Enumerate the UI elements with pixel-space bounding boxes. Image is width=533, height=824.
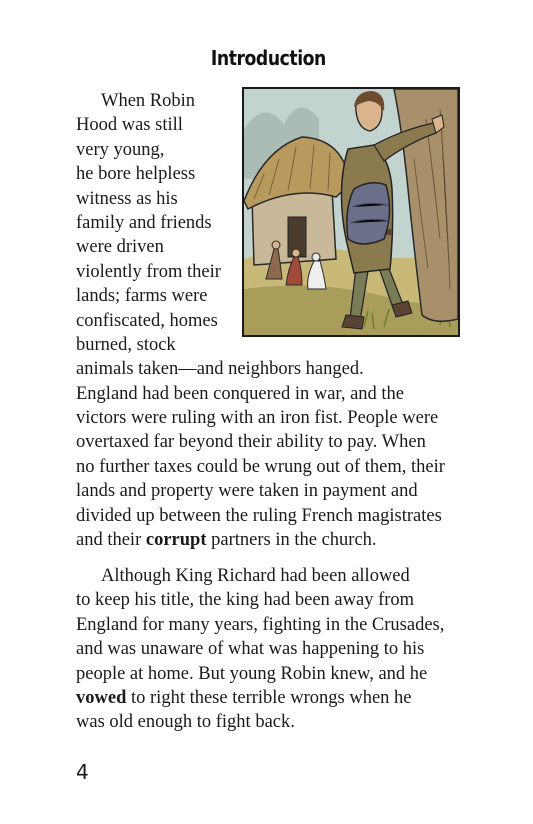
paragraph-1 xyxy=(76,89,468,552)
bold-word-vowed: vowed xyxy=(76,687,127,708)
text-line: victors were ruling with an iron fist. People were xyxy=(76,408,439,429)
text-line: very young, xyxy=(76,139,165,160)
text-line: Hood was still xyxy=(76,115,183,136)
text-line: lands; farms were xyxy=(76,286,208,307)
text-line: England for many years, fighting in the Crusades, xyxy=(76,614,445,635)
text-line: animals taken—and neighbors hanged. xyxy=(76,359,364,380)
text-line: divided up between the ruling French magistrates xyxy=(76,505,442,526)
text-line: lands and property were taken in payment and xyxy=(76,481,418,502)
text-line: family and friends xyxy=(76,212,212,233)
text-line: was old enough to fight back. xyxy=(76,712,295,733)
text-line: Although King Richard had been allowed xyxy=(101,566,410,586)
text-line-with-bold xyxy=(76,528,468,552)
text-line: violently from their xyxy=(76,261,221,282)
text-line: burned, stock xyxy=(76,334,176,355)
page-title: Introduction xyxy=(210,46,326,70)
text-segment: partners in the church. xyxy=(206,530,377,551)
text-segment: and their xyxy=(76,530,146,551)
text-line: he bore helpless xyxy=(76,164,196,185)
text-line: no further taxes could be wrung out of them, their xyxy=(76,456,445,477)
text-line: confiscated, homes xyxy=(76,310,218,331)
text-line: witness as his xyxy=(76,188,178,209)
text-segment: to right these terrible wrongs when he xyxy=(126,687,412,708)
text-line: and was unaware of what was happening to his xyxy=(76,639,425,660)
bold-word-corrupt: corrupt xyxy=(145,530,207,551)
text-line: to keep his title, the king had been away from xyxy=(76,590,415,611)
text-line-with-bold xyxy=(76,686,468,710)
text-line: England had been conquered in war, and the xyxy=(76,383,405,404)
text-line: were driven xyxy=(76,237,164,258)
text-line: overtaxed far beyond their ability to pay. When xyxy=(76,432,426,453)
paragraph-2 xyxy=(76,564,468,735)
text-line: people at home. But young Robin knew, and he xyxy=(76,663,428,684)
page-number: 4 xyxy=(76,760,89,784)
text-line: When Robin xyxy=(101,91,196,111)
